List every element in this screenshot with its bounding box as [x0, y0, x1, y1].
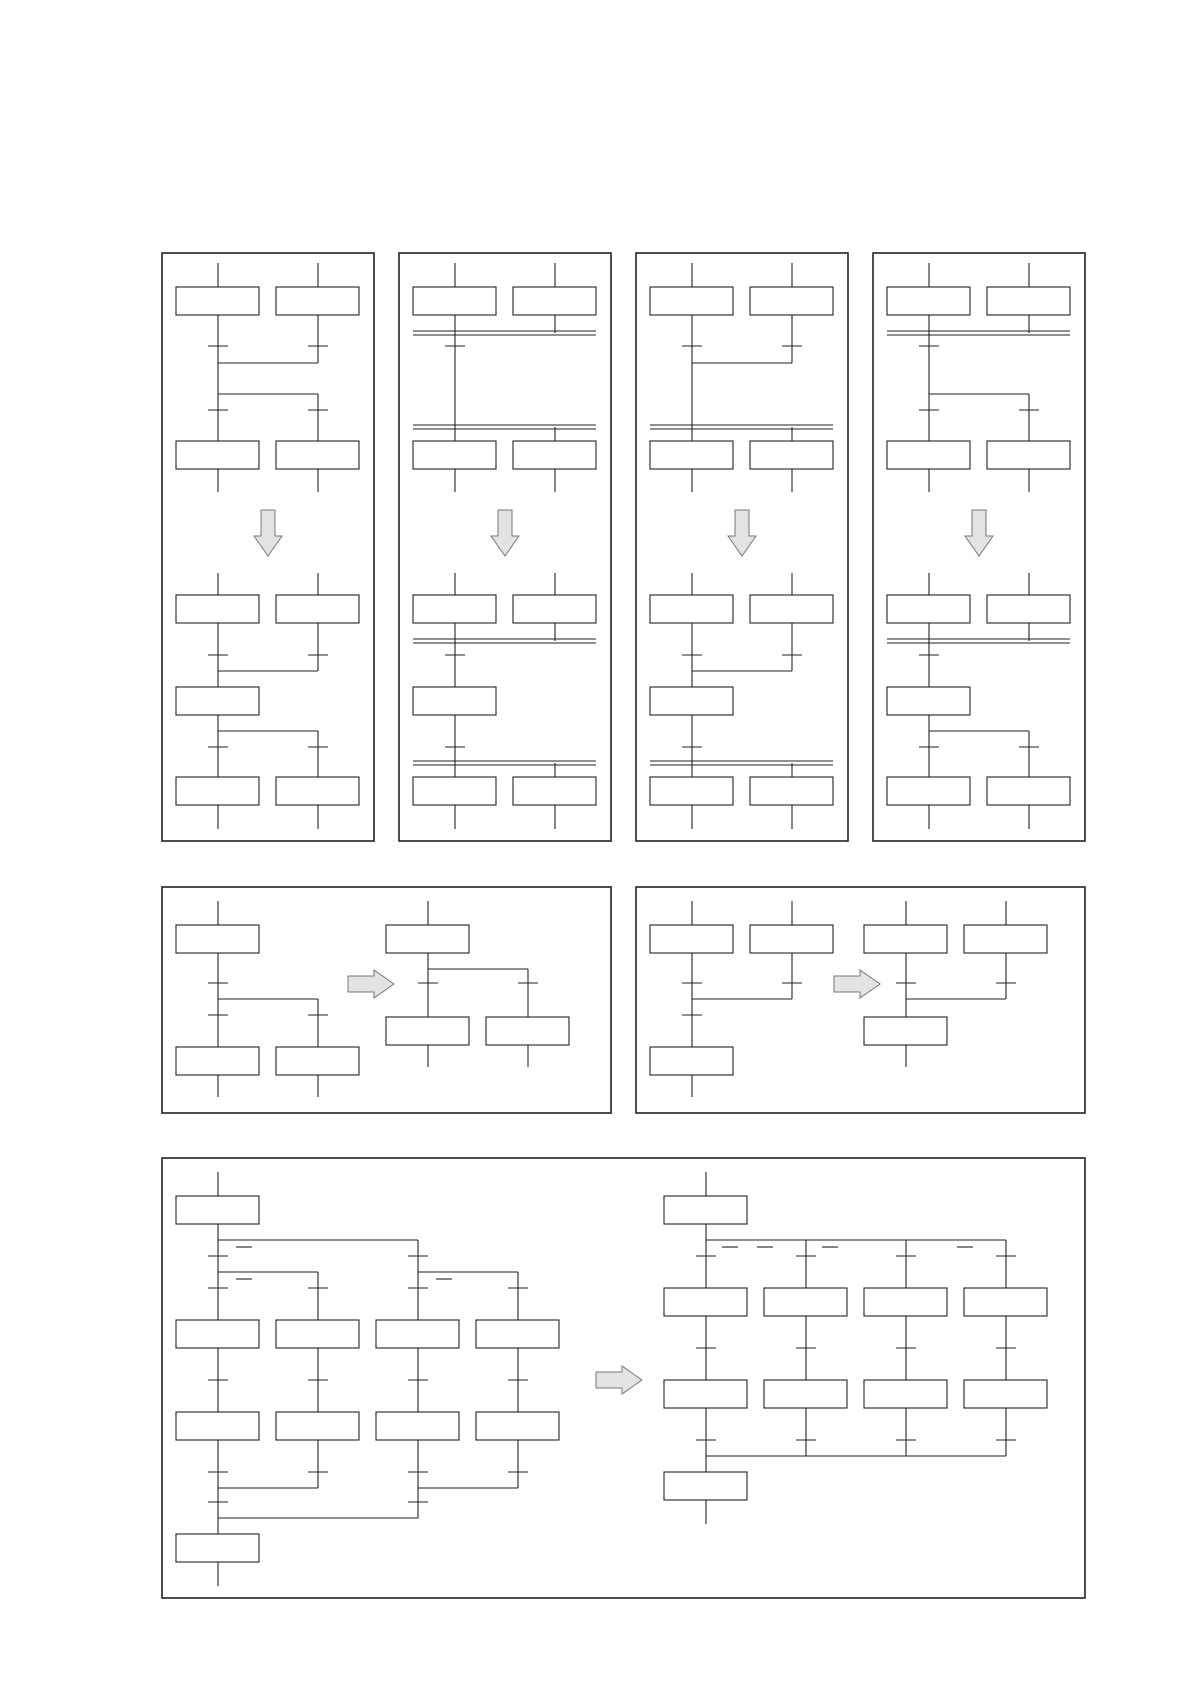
step-box: [964, 1288, 1047, 1316]
step-box: [176, 287, 259, 315]
step-box: [750, 287, 833, 315]
step-box: [476, 1320, 559, 1348]
step-box: [176, 777, 259, 805]
step-box: [650, 777, 733, 805]
step-box: [664, 1288, 747, 1316]
step-box: [176, 595, 259, 623]
step-box: [650, 595, 733, 623]
step-box: [750, 925, 833, 953]
step-box: [413, 287, 496, 315]
step-box: [413, 777, 496, 805]
step-box: [276, 777, 359, 805]
step-box: [864, 925, 947, 953]
step-box: [987, 595, 1070, 623]
step-box: [750, 777, 833, 805]
down-arrow-icon: [728, 510, 756, 556]
step-box: [987, 777, 1070, 805]
step-box: [176, 1047, 259, 1075]
step-box: [887, 595, 970, 623]
step-box: [513, 441, 596, 469]
step-box: [887, 287, 970, 315]
step-box: [176, 1534, 259, 1562]
step-box: [276, 441, 359, 469]
step-box: [887, 777, 970, 805]
step-box: [650, 925, 733, 953]
step-box: [664, 1196, 747, 1224]
step-box: [664, 1472, 747, 1500]
step-box: [650, 287, 733, 315]
step-box: [376, 1412, 459, 1440]
step-box: [664, 1380, 747, 1408]
step-box: [386, 925, 469, 953]
step-box: [413, 595, 496, 623]
step-box: [887, 441, 970, 469]
step-box: [276, 1047, 359, 1075]
step-box: [176, 925, 259, 953]
down-arrow-icon: [254, 510, 282, 556]
step-box: [276, 595, 359, 623]
step-box: [750, 595, 833, 623]
step-box: [987, 287, 1070, 315]
panel-5-frame: [162, 887, 611, 1113]
step-box: [764, 1288, 847, 1316]
step-box: [513, 595, 596, 623]
step-box: [276, 1320, 359, 1348]
step-box: [887, 687, 970, 715]
step-box: [750, 441, 833, 469]
step-box: [176, 441, 259, 469]
step-box: [176, 1320, 259, 1348]
step-box: [176, 1412, 259, 1440]
step-box: [176, 687, 259, 715]
step-box: [413, 687, 496, 715]
step-box: [276, 1412, 359, 1440]
step-box: [864, 1380, 947, 1408]
step-box: [276, 287, 359, 315]
step-box: [964, 925, 1047, 953]
step-box: [864, 1017, 947, 1045]
down-arrow-icon: [965, 510, 993, 556]
step-box: [650, 1047, 733, 1075]
step-box: [513, 287, 596, 315]
step-box: [376, 1320, 459, 1348]
step-box: [964, 1380, 1047, 1408]
step-box: [987, 441, 1070, 469]
step-box: [176, 1196, 259, 1224]
step-box: [386, 1017, 469, 1045]
step-box: [650, 441, 733, 469]
panel-6-frame: [636, 887, 1085, 1113]
step-box: [476, 1412, 559, 1440]
down-arrow-icon: [491, 510, 519, 556]
step-box: [513, 777, 596, 805]
step-box: [486, 1017, 569, 1045]
right-arrow-icon: [596, 1366, 642, 1394]
right-arrow-icon: [348, 970, 394, 998]
step-box: [650, 687, 733, 715]
step-box: [864, 1288, 947, 1316]
step-box: [413, 441, 496, 469]
step-box: [764, 1380, 847, 1408]
right-arrow-icon: [834, 970, 880, 998]
